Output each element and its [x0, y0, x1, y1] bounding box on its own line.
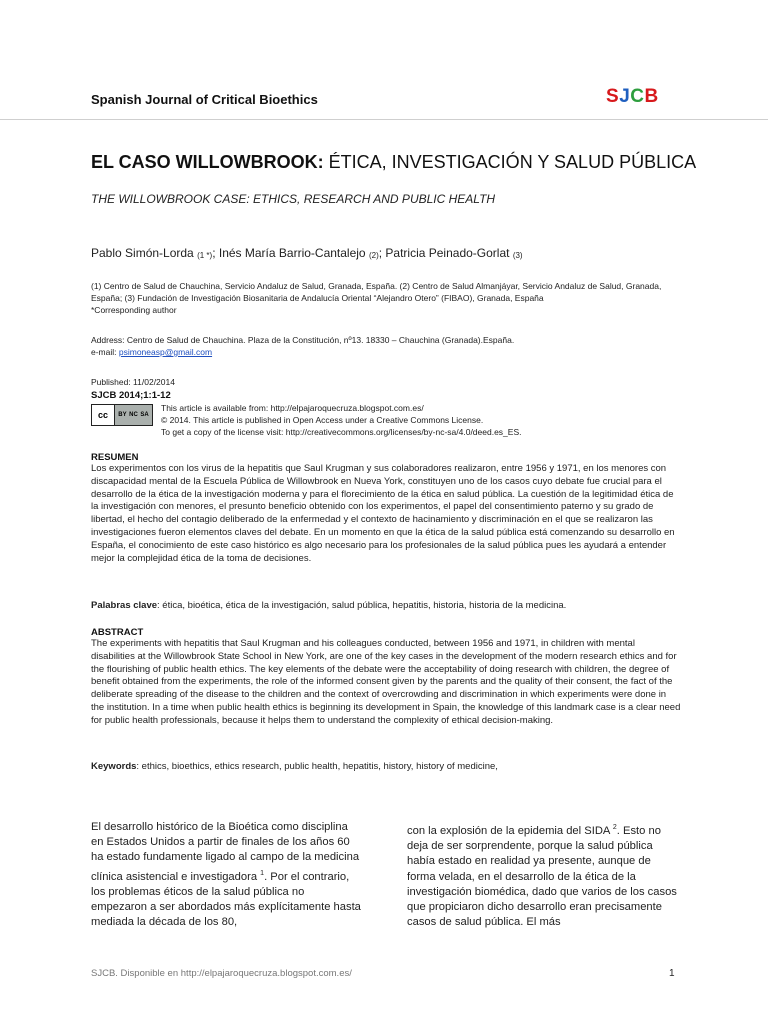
article-title-es-bold: EL CASO WILLOWBROOK:	[91, 152, 324, 172]
body-right-text-2: . Esto no deja de ser sorprendente, porque la salud pública había estado en realidad ya presente, aunque de forma velada, en el desarrollo de la ética de la investigación biomédica, dado que varios de los casos que propiciaron dicho desarrollo eran precisamente casos de salud pública. El más	[407, 825, 677, 929]
article-title-es	[91, 152, 696, 173]
email-line	[91, 346, 681, 358]
resumen-section	[91, 452, 681, 565]
affiliations	[91, 280, 681, 316]
logo-letter-j: J	[619, 86, 631, 107]
cc-by-label: BY	[118, 412, 127, 418]
palabras-clave-text: : ética, bioética, ética de la investigación, salud pública, hepatitis, historia, historia de la medicina.	[157, 600, 567, 611]
citation-ref: SJCB 2014;1:1-12	[91, 390, 171, 401]
body-column-left	[91, 820, 363, 930]
corresponding-note: *Corresponding author	[91, 305, 177, 315]
body-column-right	[407, 820, 679, 930]
address-line: Address: Centro de Salud de Chauchina. Plaza de la Constitución, nº13. 18330 – Chauchina (Granada).España.	[91, 335, 515, 345]
abstract-heading: ABSTRACT	[91, 627, 144, 638]
email-link[interactable]: psimoneasp@gmail.com	[118, 347, 213, 357]
keywords-label: Keywords	[91, 761, 137, 772]
affiliations-text: (1) Centro de Salud de Chauchina, Servicio Andaluz de Salud, Granada, España. (2) Centro de Salud Almanjáyar, Servicio Andaluz de Salud, Granada, España; (3) Fundación de Investigación Biosanitaria de Andalucía Oriental “Alejandro Otero” (FIBAO), Granada, España	[91, 281, 662, 303]
logo-letter-b: B	[644, 86, 659, 107]
footnote-ref-1[interactable]: 1	[260, 869, 265, 877]
author-list	[91, 246, 523, 260]
license-line-2: © 2014. This article is published in Open Access under a Creative Commons License.	[161, 415, 484, 425]
keywords	[91, 761, 681, 772]
author-3-affil: (3)	[512, 251, 523, 260]
author-1: Pablo Simón-Lorda	[91, 246, 194, 260]
author-3: ; Patricia Peinado-Gorlat	[378, 246, 510, 260]
author-1-affil: (1 *)	[197, 251, 213, 260]
address-block	[91, 334, 681, 358]
footnote-ref-2[interactable]: 2	[612, 824, 617, 831]
article-title-en: THE WILLOWBROOK CASE: ETHICS, RESEARCH AND PUBLIC HEALTH	[91, 192, 496, 206]
abstract-text: The experiments with hepatitis that Saul Krugman and his colleagues conducted, between 1956 and 1971, in children with mental disabilities at the Willowbrook State School in New York, are one of the key cases in the development of the modern research ethics and for the flourishing of public health ethics. The key elements of the debate were the acceptability of doing research with children, the degree of benefit obtained from the experiments, the role of the informed consent given by the parents and the quality of their consent, the fact of the deliberate spreading of the disease to the children and the context of overcrowding and discrimination in which experiments were done in the institution. In a time when public health ethics is beginning its development in Spain, the knowledge of this landmark case is a clear need for public health professionals, because it helps them to understand the complexity of ethical decision-making.	[91, 638, 681, 726]
resumen-heading: RESUMEN	[91, 452, 139, 463]
keywords-text: : ethics, bioethics, ethics research, public health, hepatitis, history, history of medicine,	[136, 761, 498, 772]
author-2-affil: (2)	[368, 251, 379, 260]
journal-name: Spanish Journal of Critical Bioethics	[91, 92, 318, 107]
cc-icon: cc	[92, 405, 115, 425]
author-2: ; Inés María Barrio-Cantalejo	[212, 246, 366, 260]
article-title-es-rest: ÉTICA, INVESTIGACIÓN Y SALUD PÚBLICA	[323, 152, 697, 172]
cc-nc-label: NC	[129, 412, 138, 418]
sjcb-logo	[606, 86, 659, 108]
logo-letter-s: S	[606, 86, 620, 107]
license-line-3: To get a copy of the license visit: http://creativecommons.org/licenses/by-nc-sa/4.0/deed.es_ES.	[161, 427, 522, 437]
body-right-text: con la explosión de la epidemia del SIDA	[407, 825, 610, 837]
page-number: 1	[669, 968, 675, 979]
abstract-section	[91, 627, 681, 728]
license-info	[161, 402, 681, 438]
page-header	[0, 0, 768, 120]
license-line-1: This article is available from: http://elpajaroquecruza.blogspot.com.es/	[161, 403, 424, 413]
palabras-clave-label: Palabras clave	[91, 600, 158, 611]
email-label: e-mail:	[91, 347, 119, 357]
resumen-text: Los experimentos con los virus de la hepatitis que Saul Krugman y sus colaboradores realizaron, entre 1956 y 1971, en los menores con discapacidad mental de la Escuela Pública de Willowbrook en Nueva York, constituyen uno de los casos cuyo debate fue crucial para el desarrollo de la ética de la investigación moderna y para el florecimiento de la ética en salud pública. La cuestión de la legitimidad ética de la investigación con menores, el presunto beneficio obtenido con los experimentos, el papel del consentimiento paterno y su grado de libertad, el hecho del contagio deliberado de la enfermedad y el contexto de hacinamiento y discriminación en el que se realizaron las investigaciones fueron elementos claves del debate. En un momento en que la ética de la salud pública está comenzando su desarrollo en España, el conocimiento de este caso histórico es algo necesario para los profesionales de la salud pública pues les ayudará a entender mejor la complejidad ética de la toma de decisiones.	[91, 463, 675, 564]
body-left-text-2: . Por el contrario, los problemas éticos de la salud pública no empezaron a ser abordados más explícitamente hasta mediada la década de los 80,	[91, 870, 361, 929]
body-left-text: El desarrollo histórico de la Bioética como disciplina en Estados Unidos a partir de finales de los años 60 ha estado fundamente ligado al campo de la medicina clínica asistencial e investigadora	[91, 821, 360, 883]
palabras-clave	[91, 600, 681, 611]
logo-letter-c: C	[630, 86, 645, 107]
published-date: Published: 11/02/2014	[91, 377, 175, 387]
creative-commons-badge	[91, 404, 153, 426]
cc-sa-label: SA	[140, 412, 149, 418]
footer-source: SJCB. Disponible en http://elpajaroquecruza.blogspot.com.es/	[91, 968, 352, 979]
cc-license-icons	[115, 405, 152, 425]
